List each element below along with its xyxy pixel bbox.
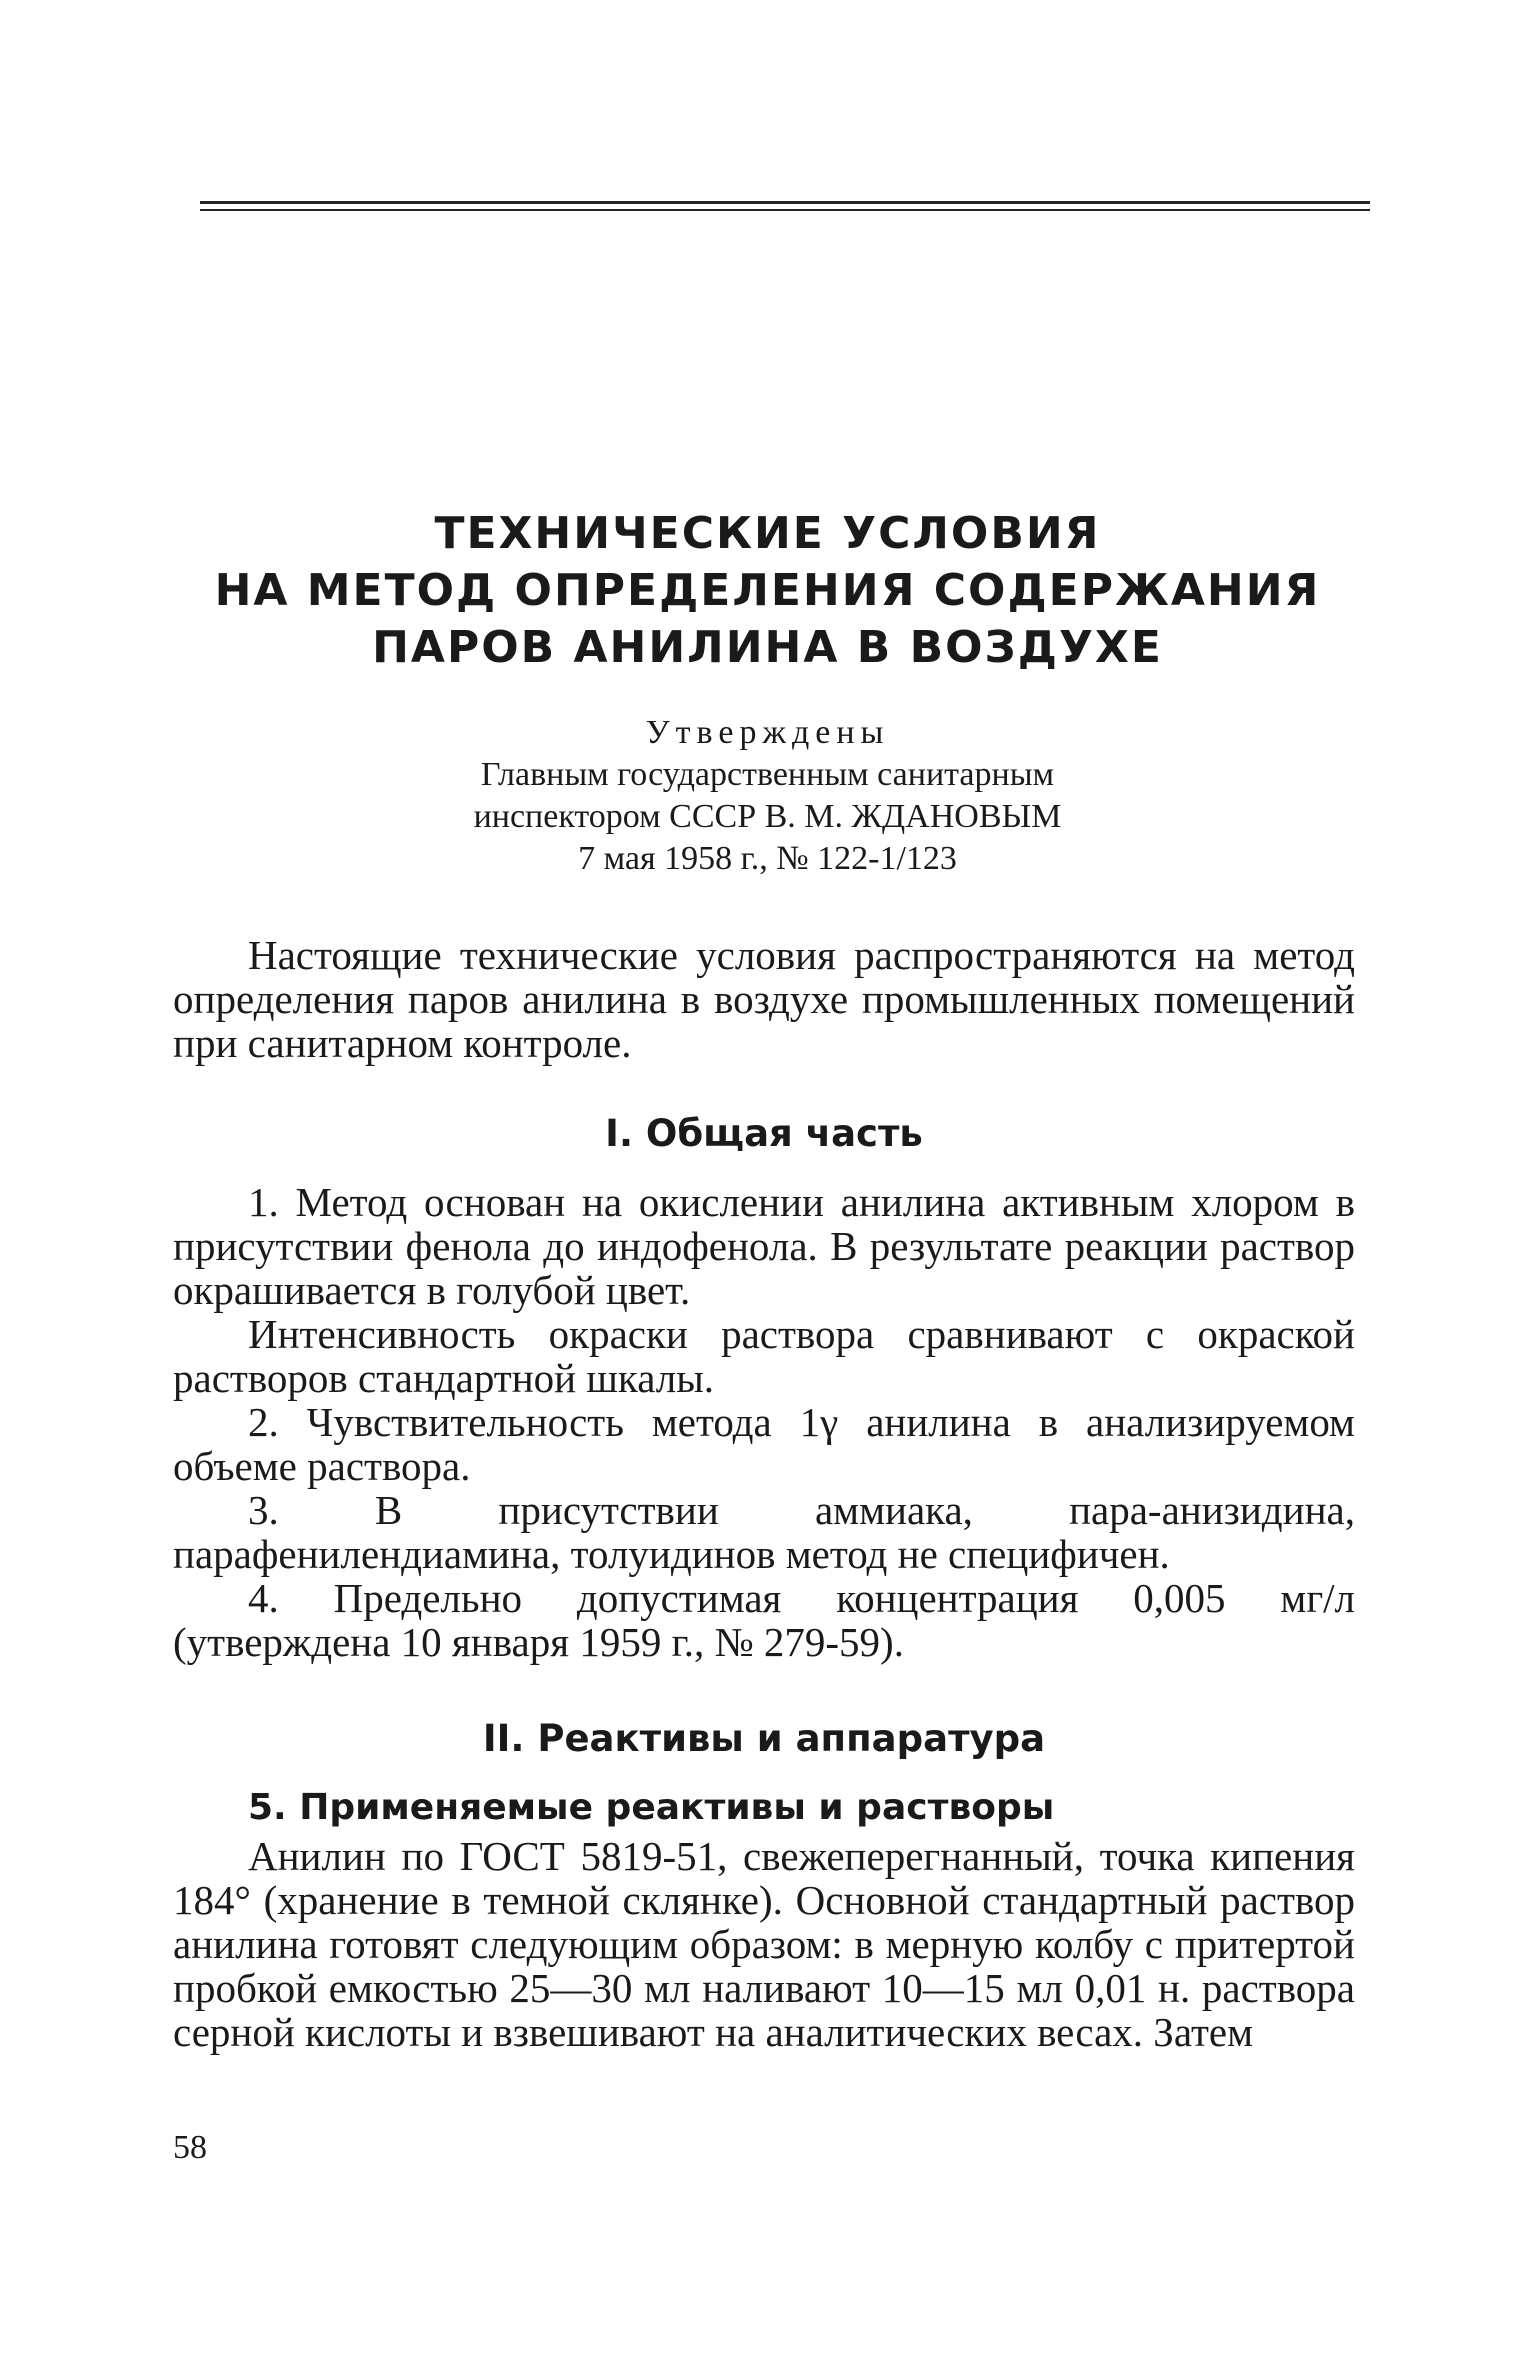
section-1-heading: I. Общая часть xyxy=(605,1112,923,1155)
approval-block xyxy=(180,712,1355,880)
paragraph: Анилин по ГОСТ 5819-51, свежеперегнанный, точка кипения 184° (хранение в темной склянке). Основной стандартный раствор анилина готовят следующим образом: в мерную колбу с притертой пробкой емкостью 25—30 мл наливают 10—15 мл 0,01 н. раствора серной кислоты и взвешивают на аналитических весах. Затем xyxy=(173,1833,1355,2055)
section-2-heading: II. Реактивы и аппаратура xyxy=(482,1717,1046,1760)
title-line: ПАРОВ АНИЛИНА В ВОЗДУХЕ xyxy=(372,622,1163,673)
paragraph: 2. Чувствительность метода 1γ анилина в анализируемом объеме раствора. xyxy=(173,1399,1355,1489)
page-number: 58 xyxy=(173,2129,207,2166)
title-line: НА МЕТОД ОПРЕДЕЛЕНИЯ СОДЕРЖАНИЯ xyxy=(214,565,1321,616)
paragraph: Интенсивность окраски раствора сравнивают с окраской растворов стандартной шкалы. xyxy=(173,1311,1355,1401)
top-rule-second xyxy=(200,209,1370,211)
approval-date: 7 мая 1958 г., № 122-1/123 xyxy=(578,840,957,877)
paragraph: 3. В присутствии аммиака, пара-анизидина, парафенилендиамина, толуидинов метод не специфичен. xyxy=(173,1487,1355,1577)
title-line: ТЕХНИЧЕСКИЕ УСЛОВИЯ xyxy=(434,508,1101,559)
approval-line: инспектором СССР В. М. ЖДАНОВЫМ xyxy=(473,798,1062,835)
intro-block xyxy=(173,933,1355,1065)
section-2-subheading: 5. Применяемые реактивы и растворы xyxy=(248,1787,1055,1828)
approval-line: Главным государственным санитарным xyxy=(480,756,1055,793)
intro-paragraph: Настоящие технические условия распространяются на метод определения паров анилина в воздухе промышленных помещений при санитарном контроле. xyxy=(173,932,1355,1066)
paragraph: 1. Метод основан на окислении анилина активным хлором в присутствии фенола до индофенола. В результате реакции раствор окрашивается в голубой цвет. xyxy=(173,1179,1355,1313)
section-1-body xyxy=(173,1180,1355,1664)
paragraph: 4. Предельно допустимая концентрация 0,005 мг/л (утверждена 10 января 1959 г., № 279-59). xyxy=(173,1575,1355,1665)
document-title xyxy=(180,505,1355,676)
section-2-body xyxy=(173,1834,1355,2054)
approval-label: Утверждены xyxy=(645,714,890,751)
top-rule xyxy=(200,201,1370,204)
